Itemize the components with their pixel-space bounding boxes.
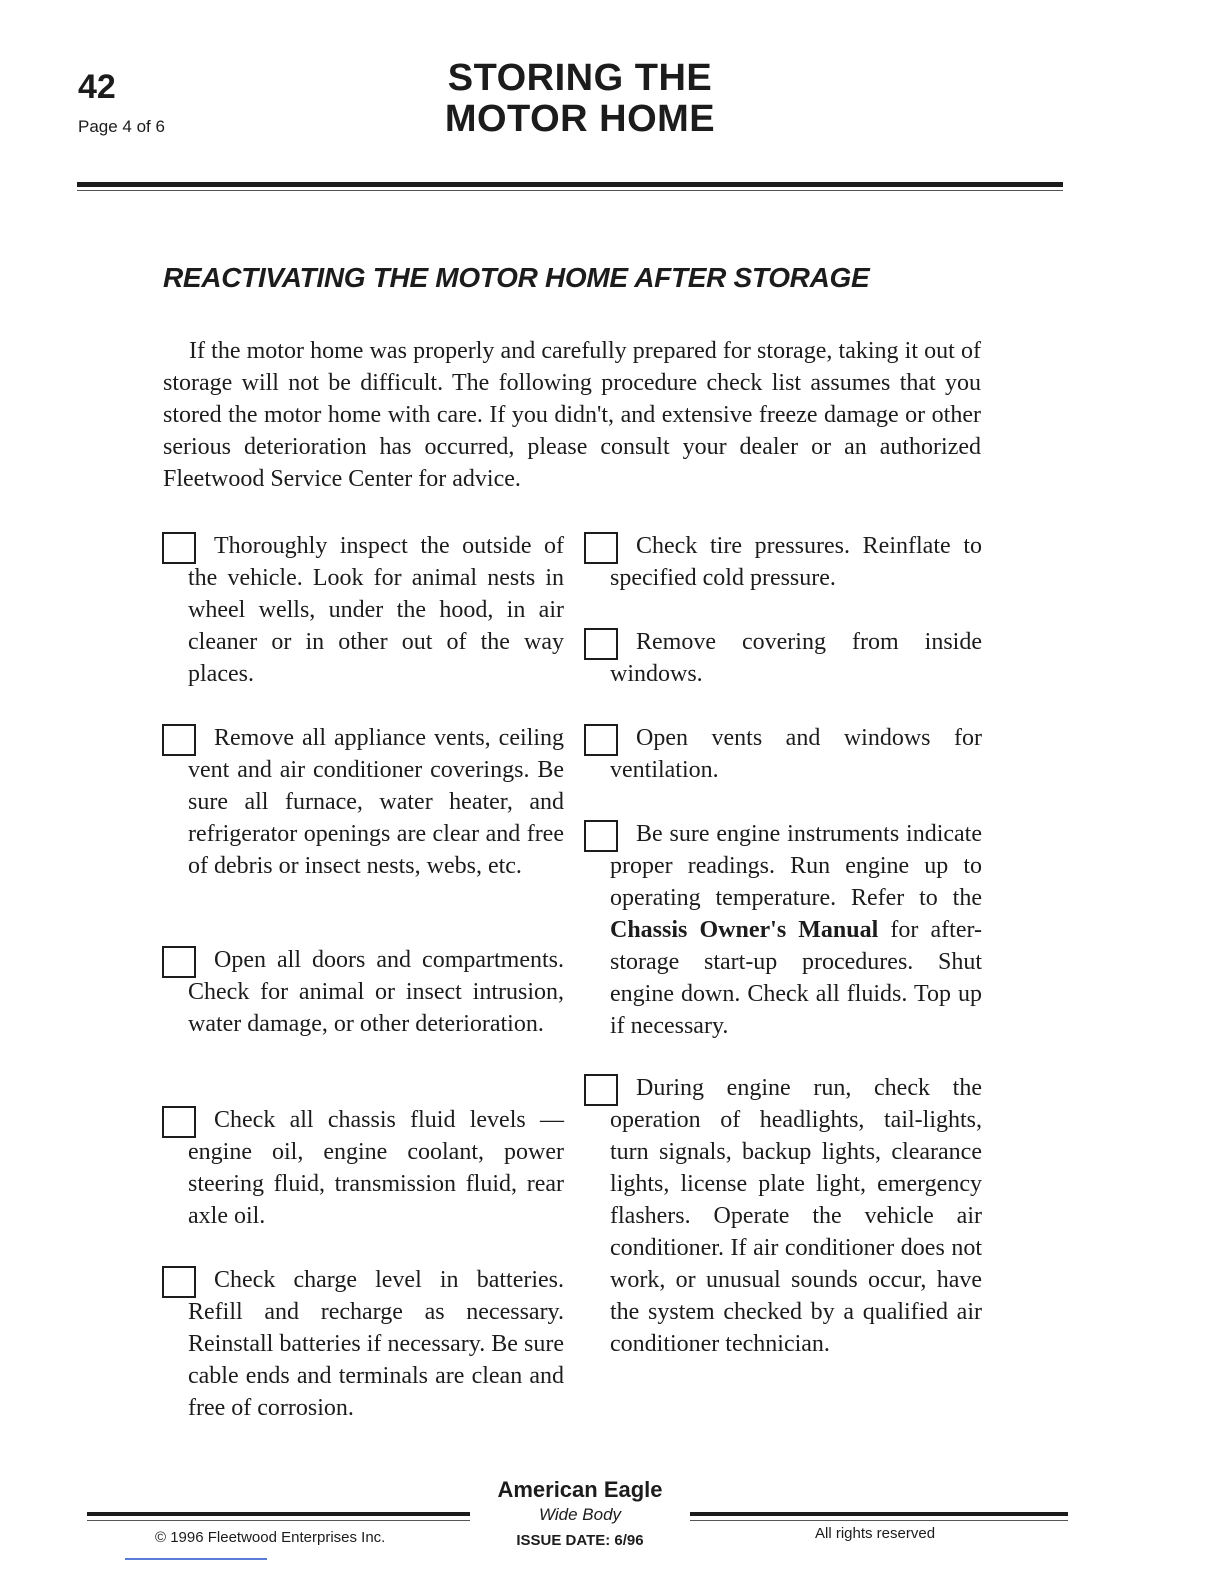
checklist-item-text: Thoroughly inspect the outside of the vehicle. Look for animal nests in wheel wells, under the hood, in air cleaner or in other out of the way places. [188, 533, 564, 687]
header-divider [77, 182, 1063, 187]
checklist-item [162, 1264, 564, 1424]
checklist-item-text-part: for after-storage start-up procedures. Shut engine down. Check all fluids. Top up if necessary. [610, 917, 982, 1039]
checklist-item-text: Check charge level in batteries. Refill and recharge as necessary. Reinstall batteries if necessary. Be sure cable ends and terminals are clean and free of corrosion. [188, 1267, 564, 1421]
chassis-manual-reference: Chassis Owner's Manual [610, 917, 879, 943]
checklist-item [584, 530, 982, 594]
checklist-item [162, 722, 564, 882]
checklist-item [584, 1072, 982, 1360]
intro-paragraph: If the motor home was properly and carefully prepared for storage, taking it out of storage will not be difficult. The following procedure check list assumes that you stored the motor home with care. If you didn't, and extensive freeze damage or other serious deterioration has occurred, please consult your dealer or an authorized Fleetwood Service Center for advice. [163, 338, 981, 492]
footer-divider-right-thin [690, 1520, 1068, 1521]
checklist-item [584, 626, 982, 690]
checkbox[interactable] [584, 628, 618, 660]
chapter-title-line-2: MOTOR HOME [444, 98, 716, 140]
header-divider-thin [77, 190, 1063, 191]
checklist-item-text: Open vents and windows for ventilation. [610, 725, 982, 783]
checkbox[interactable] [162, 724, 196, 756]
footer-copyright: © 1996 Fleetwood Enterprises Inc. [155, 1529, 386, 1546]
checkbox[interactable] [162, 946, 196, 978]
chapter-title-line-1: STORING THE [447, 57, 713, 99]
checklist-item [162, 530, 564, 690]
footer-rights: All rights reserved [815, 1525, 936, 1542]
checklist-item-text: Check tire pressures. Reinflate to specified cold pressure. [610, 533, 982, 591]
checkbox[interactable] [162, 532, 196, 564]
footer-brand: American Eagle [497, 1477, 663, 1502]
checklist-item [584, 818, 982, 1042]
checklist-item-text: Open all doors and compartments. Check for animal or insect intrusion, water damage, or other deterioration. [188, 947, 564, 1037]
footer-divider-left [87, 1512, 470, 1516]
checklist-item-text: Remove covering from inside windows. [610, 629, 982, 687]
checkbox[interactable] [162, 1106, 196, 1138]
checkbox[interactable] [584, 820, 618, 852]
footer-underline [125, 1558, 267, 1560]
chapter-title [380, 58, 780, 140]
checklist-item [584, 722, 982, 786]
footer-divider-right [690, 1512, 1068, 1516]
checkbox[interactable] [584, 724, 618, 756]
checklist-item-text: Check all chassis fluid levels — engine oil, engine coolant, power steering fluid, transmission fluid, rear axle oil. [188, 1107, 564, 1229]
checklist-item-text-part: Be sure engine instruments indicate proper readings. Run engine up to operating temperature. Refer to the [610, 821, 982, 911]
footer-issue-date: ISSUE DATE: 6/96 [516, 1532, 644, 1549]
footer-divider-left-thin [87, 1520, 470, 1521]
checklist-item [162, 1104, 564, 1232]
checkbox[interactable] [584, 532, 618, 564]
checkbox[interactable] [584, 1074, 618, 1106]
checkbox[interactable] [162, 1266, 196, 1298]
checklist-item-text [584, 818, 982, 1042]
section-heading: REACTIVATING THE MOTOR HOME AFTER STORAGE [163, 262, 870, 293]
page-of-indicator: Page 4 of 6 [78, 117, 165, 136]
page-number: 42 [78, 68, 116, 106]
checklist-item-text: During engine run, check the operation of headlights, tail-lights, turn signals, backup lights, clearance lights, license plate light, emergency flashers. Operate the vehicle air conditioner. If air conditioner does not work, or unusual sounds occur, have the system checked by a qualified air conditioner technician. [610, 1075, 982, 1357]
checklist-item [162, 944, 564, 1040]
checklist-item-text: Remove all appliance vents, ceiling vent and air conditioner coverings. Be sure all furnace, water heater, and refrigerator openings are clear and free of debris or insect nests, webs, etc. [188, 725, 564, 879]
footer-model: Wide Body [538, 1505, 622, 1524]
